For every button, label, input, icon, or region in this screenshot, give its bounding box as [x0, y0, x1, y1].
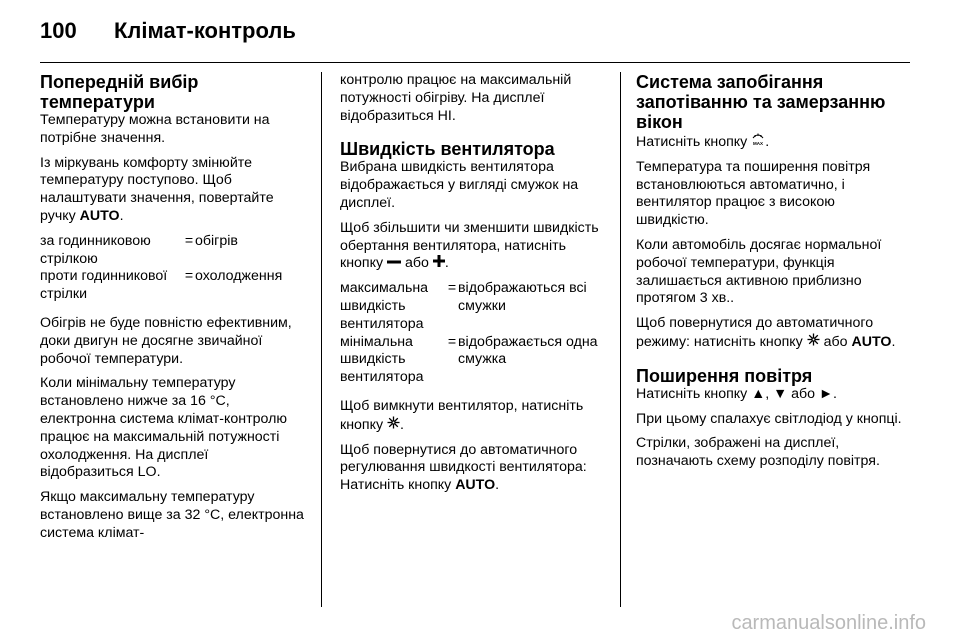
page-header: [40, 18, 296, 44]
paragraph: Температура та поширення повітря встановлюються автоматично, і вентилятор працює з високою швидкістю.: [636, 158, 871, 229]
paragraph: Щоб повернутися до автоматичного режиму: натисніть кнопку або AUTO.: [636, 315, 896, 350]
paragraph: Обігрів не буде повністю ефективним, доки двигун не досягне звичайної робочої температури.: [40, 314, 292, 367]
table-desc: відображається одна смужка: [458, 333, 598, 368]
page-title: Клімат-контроль: [114, 18, 296, 43]
heading-fan-speed: Швидкість вентилятора: [340, 139, 555, 160]
paragraph: контролю працює на максимальній потужності обігріву. На дисплеї відобразиться HI.: [340, 72, 572, 124]
paragraph: Щоб вимкнути вентилятор, натисніть кнопку .: [340, 397, 584, 433]
paragraph: Стрілки, зображені на дисплеї, позначають схему розподілу повітря.: [636, 435, 880, 470]
paragraph: Щоб повернутися до автоматичного регулювання швидкості вентилятора: Натисніть кнопку AUTO.: [340, 441, 587, 494]
defrost-max-icon: [751, 132, 765, 152]
paragraph: Температуру можна встановити на потрібне значення.: [40, 112, 270, 146]
table-eq: =: [447, 280, 457, 297]
arrow-up-icon: ▲: [751, 385, 766, 402]
paragraph: Якщо максимальну температуру встановлено вище за 32 °C, електронна система клімат-: [40, 489, 304, 541]
rotation-table: [40, 233, 305, 304]
table-term: за годинниковою стрілкою: [40, 232, 151, 267]
table-eq: =: [184, 232, 194, 249]
column-divider: [321, 72, 322, 607]
paragraph: Із міркувань комфорту змінюйте температуру поступово. Щоб налаштувати значення, повертайте ручку AUTO.: [40, 154, 274, 224]
plus-icon: [433, 255, 445, 273]
fan-speed-table: [340, 280, 605, 387]
table-term: проти годинникової стрілки: [40, 268, 168, 303]
heading-air-distribution: Поширення повітря: [636, 365, 813, 386]
heading-preset-temperature: Попередній вибір температури: [40, 72, 199, 112]
column-3: [636, 72, 906, 478]
minus-icon: [387, 255, 401, 273]
paragraph: Коли автомобіль досягає нормальної робочої температури, функція залишається активною приблизно протягом 3 хв..: [636, 236, 882, 307]
fan-icon: [807, 333, 820, 352]
svg-text:MAX: MAX: [753, 141, 764, 146]
table-term: мінімальна швидкість вентилятора: [340, 333, 424, 386]
paragraph: Вибрана швидкість вентилятора відображається у вигляді смужок на дисплеї.: [340, 159, 579, 211]
auto-label: AUTO: [79, 207, 120, 224]
table-desc: обігрів: [195, 232, 238, 249]
fan-icon: [387, 416, 400, 435]
arrow-down-icon: ▼: [773, 385, 788, 402]
paragraph: Натисніть кнопку MAX .: [636, 134, 770, 150]
paragraph: Щоб збільшити чи зменшити швидкість обертання вентилятора, натисніть кнопку або .: [340, 219, 599, 272]
column-divider: [620, 72, 621, 607]
column-2: [340, 72, 605, 502]
auto-label: AUTO: [851, 333, 892, 350]
table-desc: відображаються всі смужки: [458, 280, 587, 314]
arrow-right-icon: ►: [818, 385, 834, 402]
page-number: 100: [40, 18, 77, 43]
table-term: максимальна швидкість вентилятора: [340, 280, 429, 332]
column-1: [40, 72, 305, 550]
watermark: carmanualsonline.info: [731, 612, 926, 634]
paragraph: При цьому спалахує світлодіод у кнопці.: [636, 410, 902, 427]
paragraph: Коли мінімальну температуру встановлено нижче за 16 °C, електронна система клімат-контролю працює на максимальній потужності охолодження. На дисплеї відобразиться LO.: [40, 375, 287, 481]
table-eq: =: [184, 268, 194, 285]
heading-defog: Система запобігання запотіванню та замерзанню вікон: [636, 72, 886, 132]
table-desc: охолодження: [195, 268, 283, 285]
auto-label: AUTO: [455, 477, 496, 494]
header-rule: [40, 62, 910, 63]
table-eq: =: [447, 333, 457, 350]
paragraph: Натисніть кнопку ▲, ▼ або ►.: [636, 385, 837, 402]
